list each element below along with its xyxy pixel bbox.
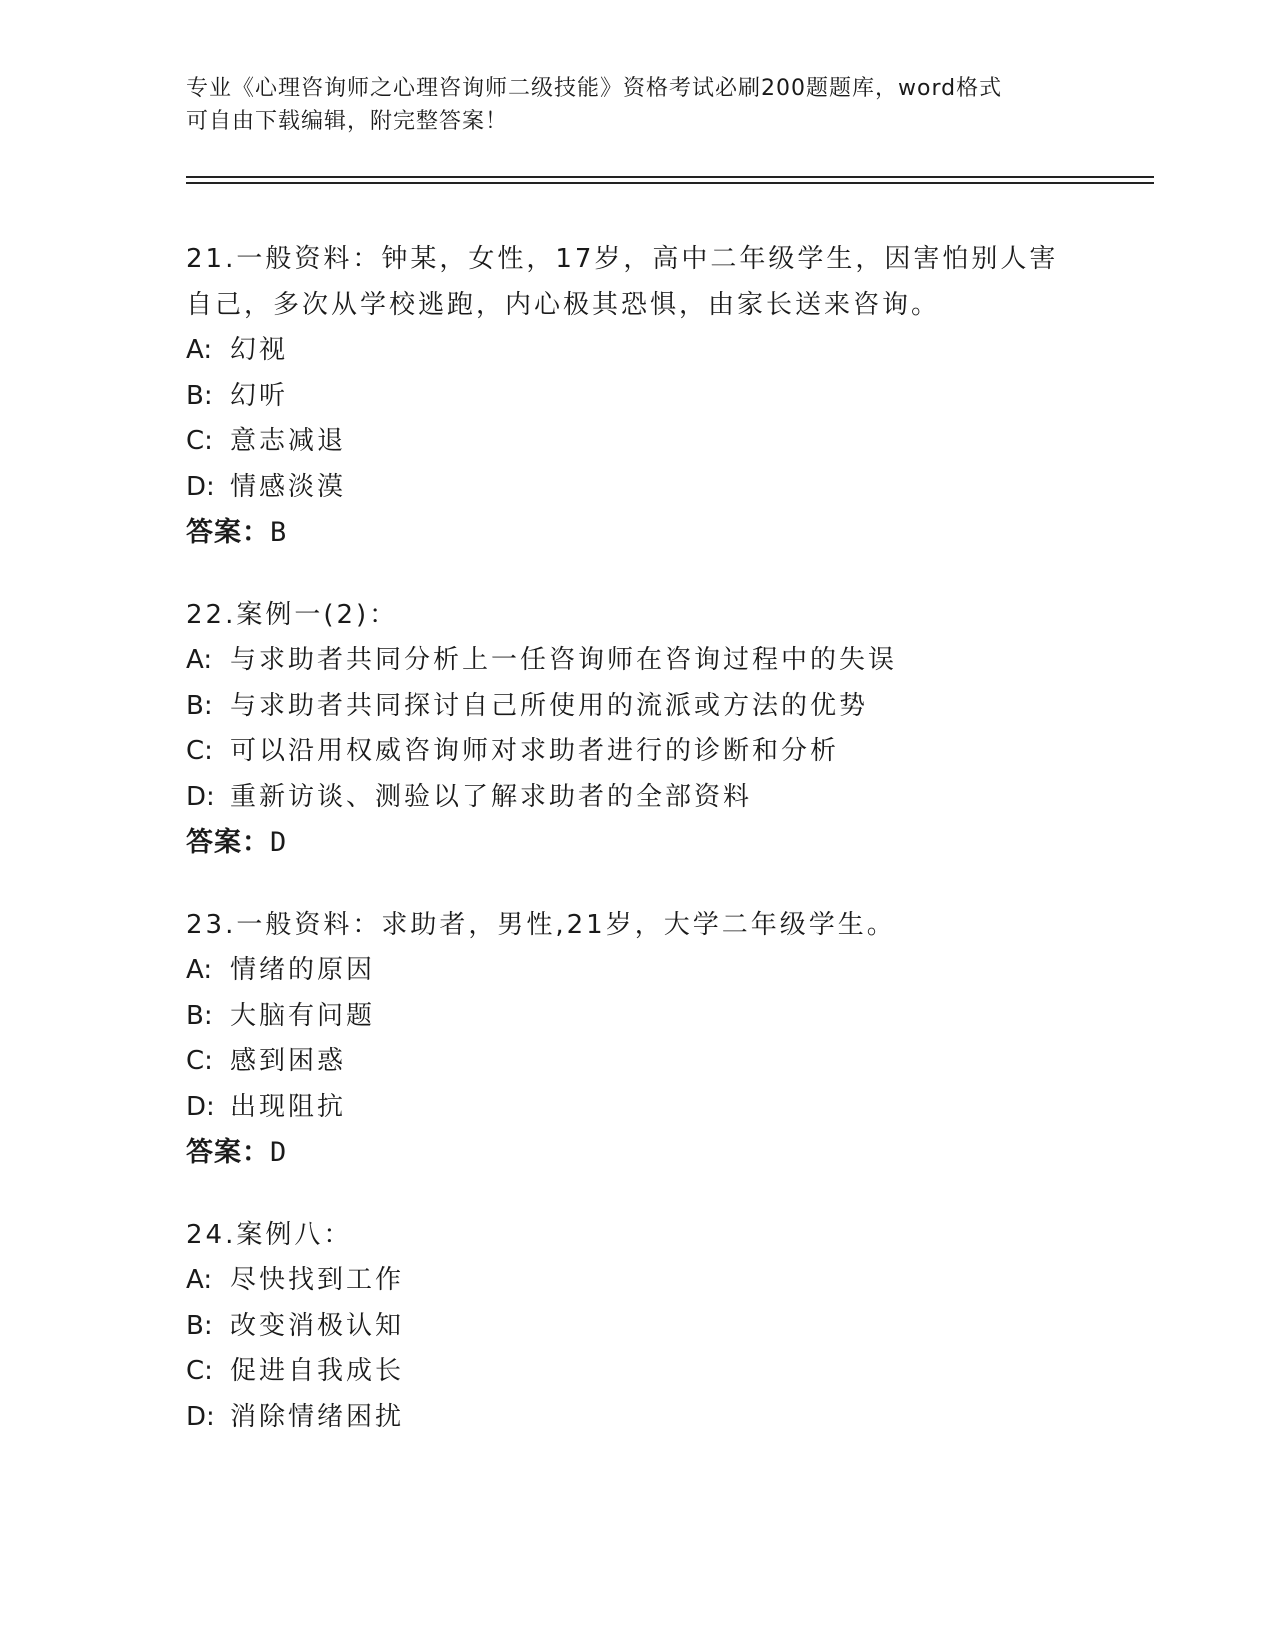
option-c (186, 1349, 1086, 1395)
answer-value: B (270, 517, 288, 548)
option-key: C: (186, 1356, 213, 1386)
option-d (186, 775, 1086, 821)
question-list (186, 236, 1086, 1476)
question-23 (186, 902, 1086, 1176)
question-24 (186, 1212, 1086, 1440)
option-text: 与求助者共同探讨自己所使用的流派或方法的优势 (230, 690, 869, 721)
option-b (186, 684, 1086, 730)
option-text: 感到困惑 (230, 1046, 347, 1076)
answer-line (186, 820, 1086, 866)
option-key: C: (186, 1046, 213, 1076)
question-stem: 22.案例一(2)： (186, 600, 399, 630)
option-key: B: (186, 690, 213, 721)
option-text: 消除情绪困扰 (230, 1401, 405, 1432)
document-header (186, 72, 1086, 138)
option-key: A: (186, 335, 213, 365)
option-b (186, 994, 1086, 1040)
option-key: C: (186, 736, 213, 766)
option-text: 幻听 (230, 380, 289, 411)
option-text: 意志减退 (230, 426, 347, 456)
answer-value: D (270, 827, 288, 858)
option-key: A: (186, 1265, 213, 1295)
question-stem: 24.案例八： (186, 1220, 353, 1250)
option-text: 与求助者共同分析上一任咨询师在咨询过程中的失误 (230, 645, 898, 675)
answer-line (186, 1130, 1086, 1176)
option-text: 情感淡漠 (230, 471, 347, 502)
question-21 (186, 236, 1086, 556)
option-a (186, 1258, 1086, 1304)
option-key: A: (186, 955, 213, 985)
option-text: 改变消极认知 (230, 1310, 405, 1341)
option-c (186, 419, 1086, 465)
option-a (186, 948, 1086, 994)
answer-line (186, 510, 1086, 556)
option-key: B: (186, 1000, 213, 1031)
option-key: A: (186, 645, 213, 675)
answer-label: 答案： (186, 517, 270, 548)
option-key: B: (186, 1310, 213, 1341)
option-a (186, 328, 1086, 374)
header-line-2: 可自由下载编辑，附完整答案！ (186, 109, 509, 134)
option-text: 可以沿用权威咨询师对求助者进行的诊断和分析 (230, 736, 840, 766)
option-text: 促进自我成长 (230, 1356, 405, 1386)
question-stem: 23.一般资料：求助者，男性,21岁，大学二年级学生。 (186, 910, 896, 940)
option-b (186, 374, 1086, 420)
option-text: 幻视 (230, 335, 289, 365)
option-c (186, 729, 1086, 775)
option-d (186, 1395, 1086, 1441)
header-divider-bottom (186, 182, 1154, 184)
question-stem: 21.一般资料：钟某，女性，17岁，高中二年级学生，因害怕别人害自己，多次从学校逃跑，内心极其恐惧，由家长送来咨询。 (186, 244, 1059, 320)
header-line-1: 专业《心理咨询师之心理咨询师二级技能》资格考试必刷200题题库，word格式 (186, 76, 1003, 101)
header-divider-top (186, 176, 1154, 178)
option-text: 尽快找到工作 (230, 1265, 405, 1295)
answer-label: 答案： (186, 1137, 270, 1168)
option-key: D: (186, 1091, 215, 1122)
answer-value: D (270, 1137, 288, 1168)
option-text: 大脑有问题 (230, 1000, 376, 1031)
option-text: 出现阻抗 (230, 1091, 347, 1122)
answer-label: 答案： (186, 827, 270, 858)
option-c (186, 1039, 1086, 1085)
option-b (186, 1304, 1086, 1350)
option-key: D: (186, 471, 215, 502)
option-d (186, 465, 1086, 511)
option-key: D: (186, 1401, 215, 1432)
option-text: 情绪的原因 (230, 955, 376, 985)
option-d (186, 1085, 1086, 1131)
option-key: C: (186, 426, 213, 456)
option-key: B: (186, 380, 213, 411)
option-a (186, 638, 1086, 684)
option-text: 重新访谈、测验以了解求助者的全部资料 (230, 781, 753, 812)
question-22 (186, 592, 1086, 866)
option-key: D: (186, 781, 215, 812)
